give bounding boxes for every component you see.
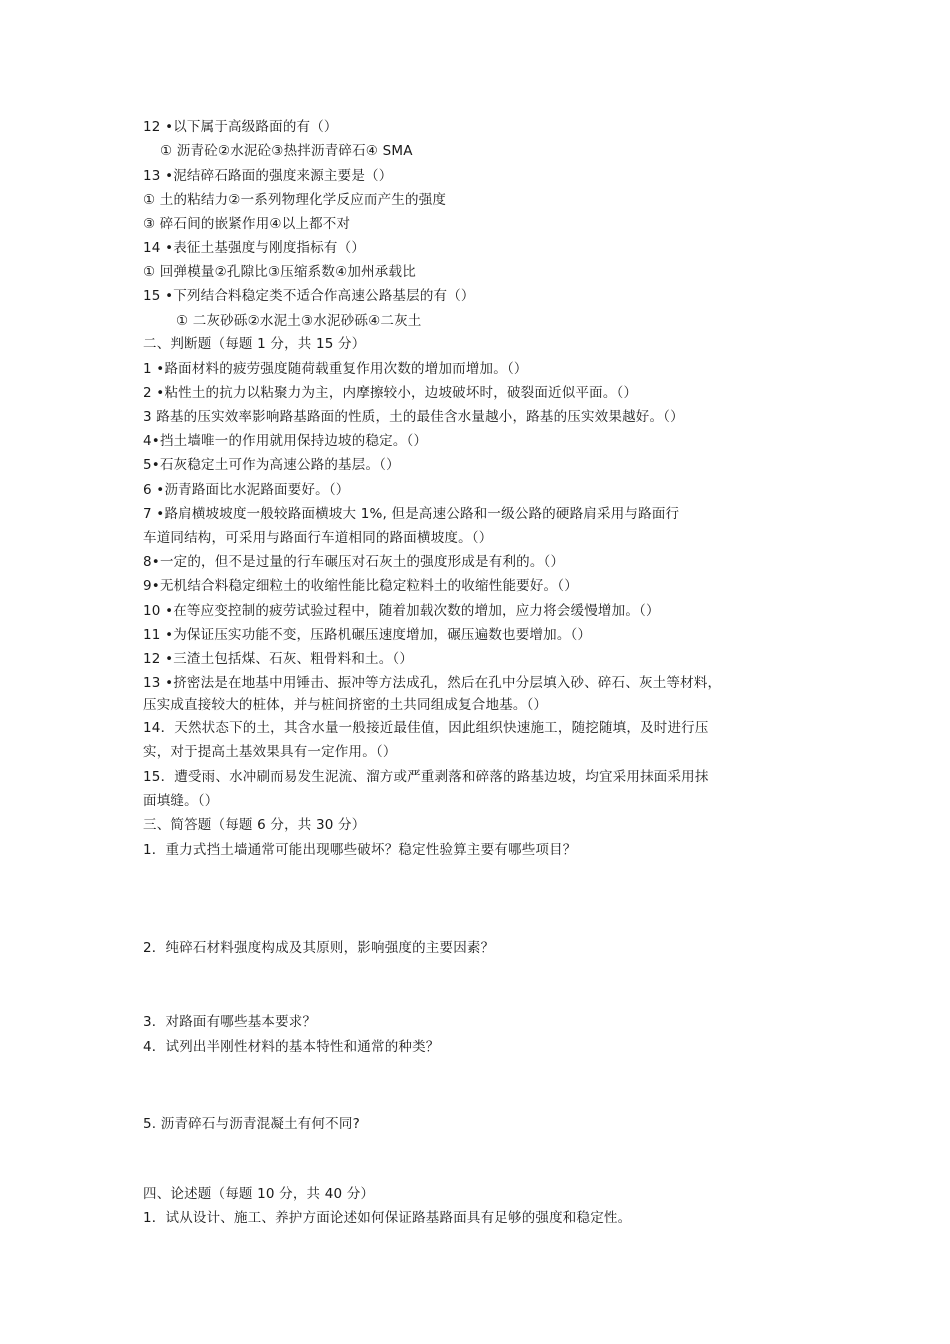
tf-question-13-line-1: 13 •挤密法是在地基中用锤击、振冲等方法成孔，然后在孔中分层填入砂、碎石、灰土等材料， <box>143 675 722 691</box>
tf-question-5: 5•石灰稳定土可作为高速公路的基层。（） <box>143 457 400 473</box>
tf-question-13-line-2: 压实成直接较大的桩体，并与桩间挤密的土共同组成复合地基。（） <box>143 697 548 713</box>
question-13-choice: 13 •泥结碎石路面的强度来源主要是（） <box>143 168 393 184</box>
tf-question-2: 2 •粘性土的抗力以粘聚力为主，内摩擦较小，边坡破坏时，破裂面近似平面。（） <box>143 385 638 401</box>
tf-question-12: 12 •三渣土包括煤、石灰、粗骨料和土。（） <box>143 651 414 667</box>
tf-question-15-line-1: 15．遭受雨、水冲刷而易发生泥流、溜方或严重剥落和碎落的路基边坡，均宜采用抹面采用抹 <box>143 769 709 785</box>
section-heading-short-answer: 三、简答题（每题 6 分，共 30 分） <box>143 817 366 833</box>
short-answer-question-1: 1．重力式挡土墙通常可能出现哪些破坏？稳定性验算主要有哪些项目？ <box>143 842 577 858</box>
question-13-options-2: ③ 碎石间的嵌紧作用④以上都不对 <box>143 216 351 232</box>
tf-question-7-line-1: 7 •路肩横坡坡度一般较路面横坡大 1%, 但是高速公路和一级公路的硬路肩采用与路面行 <box>143 506 680 522</box>
short-answer-question-2: 2．纯碎石材料强度构成及其原则，影响强度的主要因素？ <box>143 940 495 956</box>
short-answer-question-5: 5. 沥青碎石与沥青混凝土有何不同? <box>143 1116 360 1132</box>
question-12-choice: 12 •以下属于高级路面的有（） <box>143 119 338 135</box>
section-heading-true-false: 二、判断题（每题 1 分，共 15 分） <box>143 336 366 352</box>
tf-question-7-line-2: 车道同结构，可采用与路面行车道相同的路面横坡度。（） <box>143 530 493 546</box>
tf-question-8: 8•一定的，但不是过量的行车碾压对石灰土的强度形成是有利的。（） <box>143 554 565 570</box>
tf-question-4: 4•挡土墙唯一的作用就用保持边坡的稳定。（） <box>143 433 428 449</box>
tf-question-9: 9•无机结合料稳定细粒土的收缩性能比稳定粒料土的收缩性能要好。（） <box>143 578 578 594</box>
tf-question-11: 11 •为保证压实功能不变，压路机碾压速度增加，碾压遍数也要增加。（） <box>143 627 592 643</box>
question-14-choice: 14 •表征土基强度与刚度指标有（） <box>143 240 366 256</box>
tf-question-14-line-2: 实，对于提高土基效果具有一定作用。（） <box>143 744 397 760</box>
question-13-options-1: ① 土的粘结力②一系列物理化学反应而产生的强度 <box>143 192 447 208</box>
short-answer-question-4: 4．试列出半刚性材料的基本特性和通常的种类？ <box>143 1039 440 1055</box>
tf-question-1: 1 •路面材料的疲劳强度随荷载重复作用次数的增加而增加。（） <box>143 361 528 377</box>
tf-question-14-line-1: 14．天然状态下的土，其含水量一般接近最佳值，因此组织快速施工，随挖随填，及时进行压 <box>143 720 709 736</box>
tf-question-3: 3 路基的压实效率影响路基路面的性质，土的最佳含水量越小，路基的压实效果越好。（） <box>143 409 684 425</box>
short-answer-question-3: 3．对路面有哪些基本要求？ <box>143 1014 317 1030</box>
question-15-options: ① 二灰砂砾②水泥土③水泥砂砾④二灰土 <box>176 313 422 329</box>
essay-question-1: 1．试从设计、施工、养护方面论述如何保证路基路面具有足够的强度和稳定性。 <box>143 1210 632 1226</box>
section-heading-essay: 四、论述题（每题 10 分，共 40 分） <box>143 1186 375 1202</box>
tf-question-6: 6 •沥青路面比水泥路面要好。（） <box>143 482 350 498</box>
question-14-options: ① 回弹模量②孔隙比③压缩系数④加州承载比 <box>143 264 416 280</box>
question-15-choice: 15 •下列结合料稳定类不适合作高速公路基层的有（） <box>143 288 475 304</box>
question-12-options: ① 沥青砼②水泥砼③热拌沥青碎石④ SMA <box>160 143 413 159</box>
tf-question-15-line-2: 面填缝。（） <box>143 793 219 809</box>
tf-question-10: 10 •在等应变控制的疲劳试验过程中，随着加载次数的增加，应力将会缓慢增加。（） <box>143 603 660 619</box>
